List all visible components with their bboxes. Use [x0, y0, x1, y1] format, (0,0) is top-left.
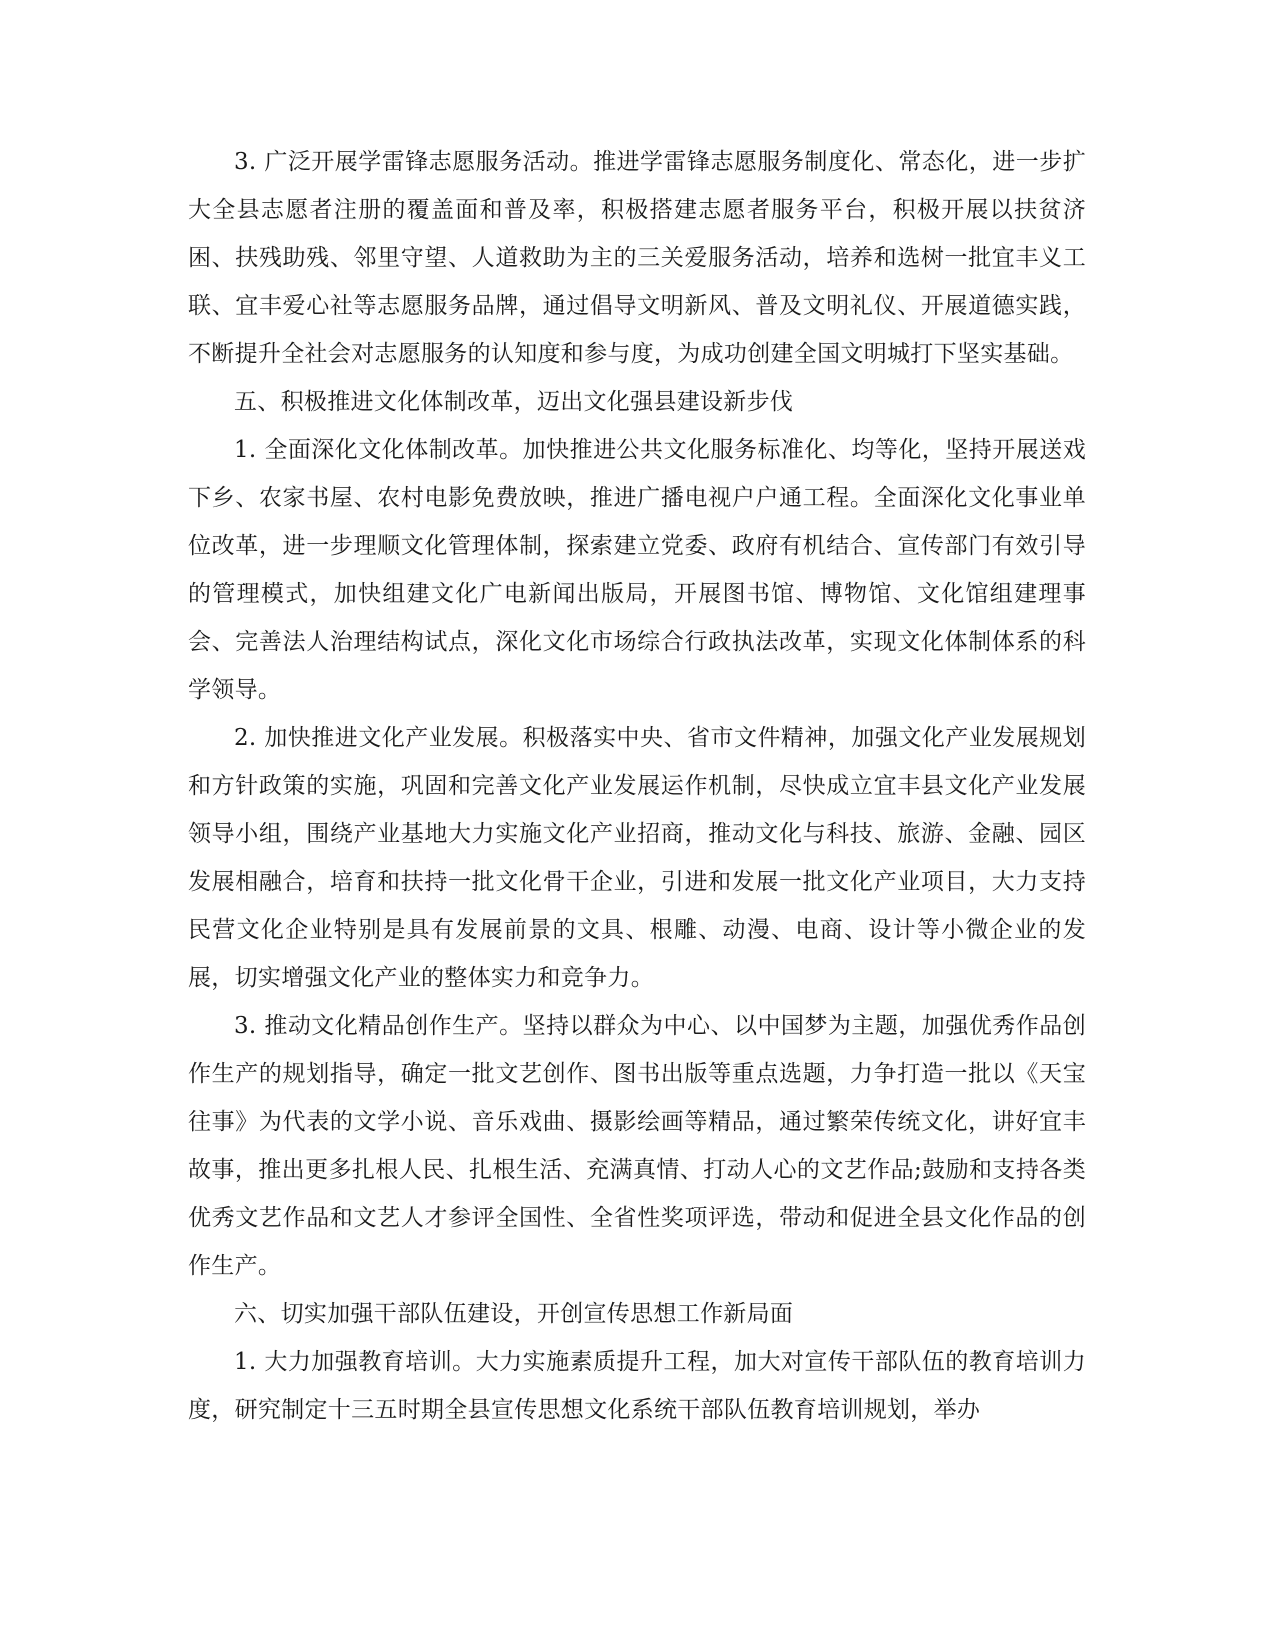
paragraph-education-training: 1. 大力加强教育培训。大力实施素质提升工程，加大对宣传干部队伍的教育培训力度，研究制定十三五时期全县宣传思想文化系统干部队伍教育培训规划，举办: [188, 1349, 1086, 1423]
document-body: [188, 138, 1086, 1434]
section-heading-five: 五、积极推进文化体制改革，迈出文化强县建设新步伐: [234, 389, 794, 415]
paragraph-culture-reform: 1. 全面深化文化体制改革。加快推进公共文化服务标准化、均等化，坚持开展送戏下乡、农家书屋、农村电影免费放映，推进广播电视户户通工程。全面深化文化事业单位改革，进一步理顺文化管理体制，探索建立党委、政府有机结合、宣传部门有效引导的管理模式，加快组建文化广电新闻出版局，开展图书馆、博物馆、文化馆组建理事会、完善法人治理结构试点，深化文化市场综合行政执法改革，实现文化体制体系的科学领导。: [188, 437, 1086, 703]
paragraph-culture-industry: 2. 加快推进文化产业发展。积极落实中央、省市文件精神，加强文化产业发展规划和方针政策的实施，巩固和完善文化产业发展运作机制，尽快成立宜丰县文化产业发展领导小组，围绕产业基地大力实施文化产业招商，推动文化与科技、旅游、金融、园区发展相融合，培育和扶持一批文化骨干企业，引进和发展一批文化产业项目，大力支持民营文化企业特别是具有发展前景的文具、根雕、动漫、电商、设计等小微企业的发展，切实增强文化产业的整体实力和竞争力。: [188, 725, 1086, 991]
paragraph-culture-works: 3. 推动文化精品创作生产。坚持以群众为中心、以中国梦为主题，加强优秀作品创作生产的规划指导，确定一批文艺创作、图书出版等重点选题，力争打造一批以《天宝往事》为代表的文学小说、音乐戏曲、摄影绘画等精品，通过繁荣传统文化，讲好宜丰故事，推出更多扎根人民、扎根生活、充满真情、打动人心的文艺作品;鼓励和支持各类优秀文艺作品和文艺人才参评全国性、全省性奖项评选，带动和促进全县文化作品的创作生产。: [188, 1013, 1086, 1279]
paragraph-volunteer-service: 3. 广泛开展学雷锋志愿服务活动。推进学雷锋志愿服务制度化、常态化，进一步扩大全县志愿者注册的覆盖面和普及率，积极搭建志愿者服务平台，积极开展以扶贫济困、扶残助残、邻里守望、人道救助为主的三关爱服务活动，培养和选树一批宜丰义工联、宜丰爱心社等志愿服务品牌，通过倡导文明新风、普及文明礼仪、开展道德实践，不断提升全社会对志愿服务的认知度和参与度，为成功创建全国文明城打下坚实基础。: [188, 149, 1086, 367]
section-heading-six: 六、切实加强干部队伍建设，开创宣传思想工作新局面: [234, 1301, 794, 1327]
